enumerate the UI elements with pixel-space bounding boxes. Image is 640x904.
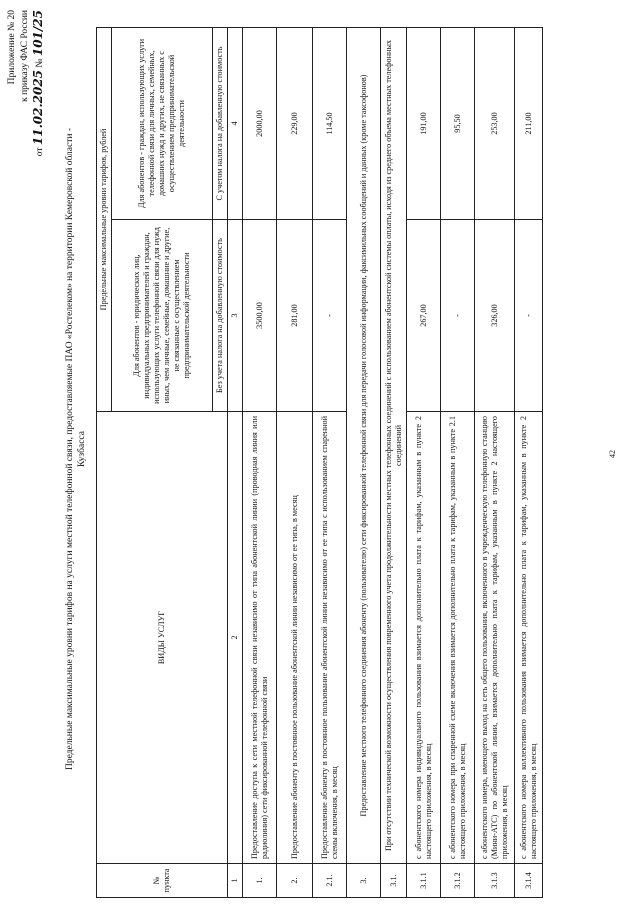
tariff-table bbox=[96, 27, 543, 898]
header-with-vat: С учетом налога на добавленную стоимость bbox=[213, 28, 228, 220]
header-col-services: ВИДЫ УСЛУГ bbox=[97, 412, 228, 864]
row-num: 2. bbox=[277, 864, 313, 898]
row-num: 3.1.4 bbox=[515, 864, 543, 898]
table-row bbox=[515, 28, 543, 898]
row-num: 1. bbox=[243, 864, 277, 898]
row-value-legal: - bbox=[515, 220, 543, 412]
handwritten-date: 11.02.2025 bbox=[31, 69, 45, 146]
row-text: Предоставление абоненту в постоянное пользование абонентской линии независимо от ее типа с использованием спаренной схемы включения, в месяц bbox=[313, 412, 347, 864]
row-value-citizens: 191,00 bbox=[407, 28, 441, 220]
index-3: 3 bbox=[228, 220, 243, 412]
handwritten-number: 101/25 bbox=[31, 10, 45, 57]
row-num: 3.1.1 bbox=[407, 864, 441, 898]
table-row bbox=[475, 28, 515, 898]
section-num: 3. bbox=[347, 864, 381, 898]
from-prefix: от bbox=[35, 147, 45, 157]
index-4: 4 bbox=[228, 28, 243, 220]
row-value-citizens: 2000,00 bbox=[243, 28, 277, 220]
row-value-citizens: 114,50 bbox=[313, 28, 347, 220]
row-text: с абонентского номера индивидуального пользования взимается дополнительно плата к тарифам, указанным в пункте 2 настоящего приложения, в месяц bbox=[407, 412, 441, 864]
number-prefix: № bbox=[35, 58, 45, 68]
header-col-tariffs: Предельные максимальные уровни тарифов, рублей bbox=[97, 28, 112, 412]
section-row-3-1 bbox=[381, 28, 407, 898]
table-row bbox=[277, 28, 313, 898]
table-row bbox=[441, 28, 475, 898]
row-value-legal: 267,00 bbox=[407, 220, 441, 412]
row-value-legal: 3500,00 bbox=[243, 220, 277, 412]
row-text: Предоставление доступа к сети местной телефонной связи независимо от типа абонентской линии (проводная линия или радиолиния) сети фиксированной телефонной связи bbox=[243, 412, 277, 864]
index-2: 2 bbox=[228, 412, 243, 864]
row-value-legal: - bbox=[313, 220, 347, 412]
index-1: 1 bbox=[228, 864, 243, 898]
section-text: Предоставление местного телефонного соединения абоненту (пользователю) сети фиксированной телефонной связи для передачи голосовой информации, факсимильных сообщений и данных (кроме таксофонов) bbox=[347, 28, 381, 864]
row-num: 3.1.2 bbox=[441, 864, 475, 898]
section-num: 3.1. bbox=[381, 864, 407, 898]
row-num: 2.1. bbox=[313, 864, 347, 898]
row-value-citizens: 229,00 bbox=[277, 28, 313, 220]
header-row-1 bbox=[97, 28, 112, 898]
row-text: с абонентского номера при спаренной схеме включения взимается дополнительно плата к тарифам, указанным в пункте 2.1 настоящего приложения, в месяц bbox=[441, 412, 475, 864]
row-value-citizens: 253,00 bbox=[475, 28, 515, 220]
header-col-num: № пункта bbox=[97, 864, 228, 898]
document-title: Предельные максимальные уровни тарифов на услуги местной телефонной связи, предоставляемые ПАО «Ростелеком» на территории Кемеровской области - Кузбасса bbox=[65, 128, 87, 771]
table-row bbox=[313, 28, 347, 898]
header-col-legal: Для абонентов - юридических лиц, индивидуальных предпринимателей и граждан, использующих услуги телефонной связи для нужд иных, чем личные, семейные, домашние и другие, не связанные с осуществлением предпринимательской деятельности bbox=[112, 220, 213, 412]
row-value-legal: 326,00 bbox=[475, 220, 515, 412]
appendix-line1: Приложение № 20 bbox=[7, 10, 17, 85]
header-without-vat: Без учета налога на добавленную стоимость bbox=[213, 220, 228, 412]
index-row bbox=[228, 28, 243, 898]
page-number: 42 bbox=[608, 450, 617, 458]
appendix-date-line bbox=[32, 10, 47, 180]
row-text: с абонентского номера, имеющего выход на сеть общего пользования, включенного в учрежденческую телефонную станцию (Мини-АТС) по абонентской линии, взимается дополнительно плата к тарифам, указанным в пункте 2 настоящего приложения, в месяц bbox=[475, 412, 515, 864]
row-value-legal: - bbox=[441, 220, 475, 412]
table-row bbox=[407, 28, 441, 898]
row-value-citizens: 95,50 bbox=[441, 28, 475, 220]
row-text: Предоставление абоненту в постоянное пользование абонентской линии независимо от ее типа, в месяц bbox=[277, 412, 313, 864]
row-value-citizens: 211,00 bbox=[515, 28, 543, 220]
section-row-3 bbox=[347, 28, 381, 898]
table-row bbox=[243, 28, 277, 898]
appendix-line2: к приказу ФАС России bbox=[20, 10, 30, 102]
row-num: 3.1.3 bbox=[475, 864, 515, 898]
appendix-block bbox=[6, 10, 47, 180]
section-text: При отсутствии технической возможности осуществления повременного учета продолжительности местных телефонных соединений с использованием абонентской системы оплаты, исходя из среднего объема местных телефонных соединений bbox=[381, 28, 407, 864]
row-value-legal: 281,00 bbox=[277, 220, 313, 412]
header-col-citizens: Для абонентов - граждан, использующих услуги телефонной связи для личных, семейных, домашних нужд и других, не связанных с осуществлением предпринимательской деятельности bbox=[112, 28, 213, 220]
row-text: с абонентского номера коллективного пользования взимается дополнительно плата к тарифам, указанным в пункте 2 настоящего приложения, в месяц bbox=[515, 412, 543, 864]
